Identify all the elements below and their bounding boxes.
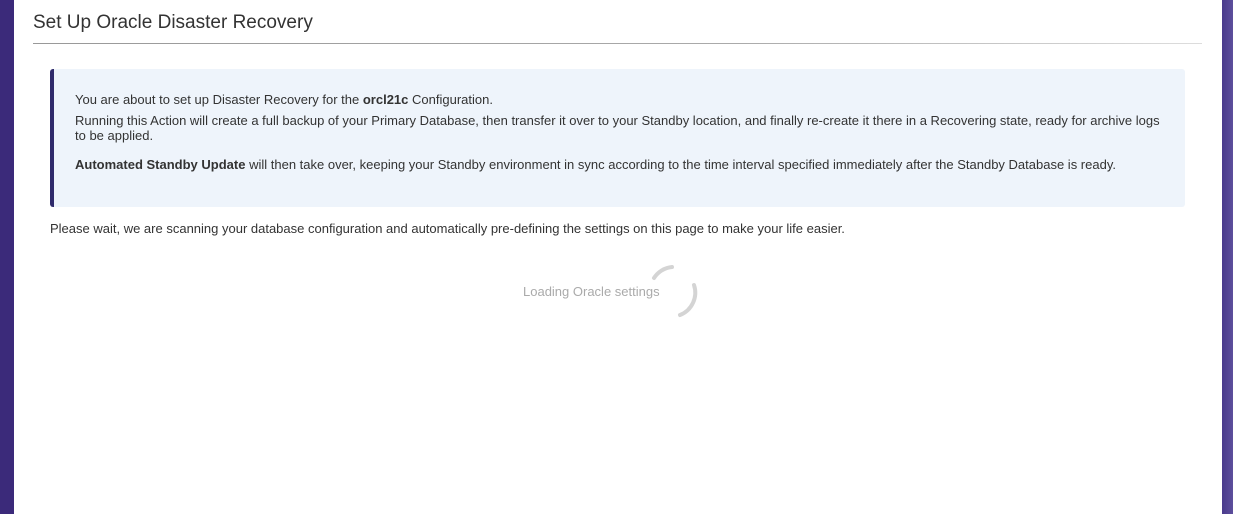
info-callout <box>50 69 1185 207</box>
loading-spinner-icon <box>640 259 704 323</box>
config-name: orcl21c <box>362 92 409 107</box>
page-title: Set Up Oracle Disaster Recovery <box>33 12 313 33</box>
window-edge <box>1222 0 1233 514</box>
info-intro-prefix: You are about to set up Disaster Recovery for the <box>75 92 363 107</box>
title-divider <box>33 43 1202 44</box>
info-intro-line <box>75 92 1165 107</box>
automated-standby-label: Automated Standby Update <box>75 157 246 172</box>
main-panel <box>14 0 1222 514</box>
wait-message: Please wait, we are scanning your database configuration and automatically pre-defining the settings on this page to make your life easier. <box>50 221 845 236</box>
info-automation-line <box>75 157 1165 172</box>
automation-description: will then take over, keeping your Standby environment in sync according to the time interval specified immediately after the Standby Database is ready. <box>245 157 1116 172</box>
info-action-description: Running this Action will create a full backup of your Primary Database, then transfer it over to your Standby location, and finally re-create it there in a Recovering state, ready for archive logs to be applied. <box>75 113 1160 143</box>
info-intro-suffix: Configuration. <box>408 92 493 107</box>
loading-label: Loading Oracle settings <box>523 284 660 299</box>
